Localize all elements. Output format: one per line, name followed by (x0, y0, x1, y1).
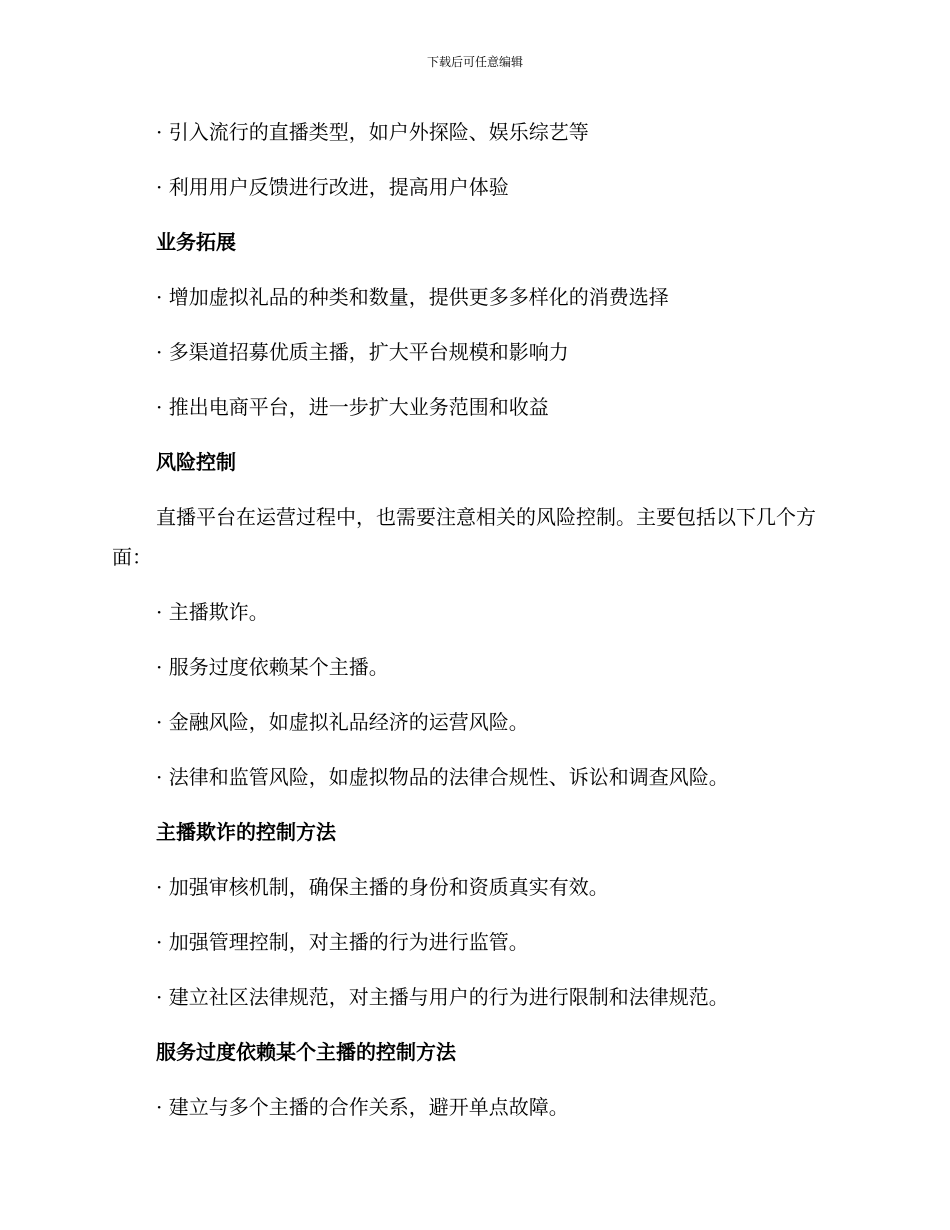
bullet-item: · 主播欺诈。 (156, 600, 269, 624)
bullet-item: · 法律和监管风险，如虚拟物品的法律合规性、诉讼和调查风险。 (156, 765, 729, 789)
bullet-item: · 服务过度依赖某个主播。 (156, 655, 389, 679)
bullet-item: · 多渠道招募优质主播，扩大平台规模和影响力 (156, 340, 569, 364)
section-heading-risk: 风险控制 (156, 450, 236, 474)
section-heading-dependence-control: 服务过度依赖某个主播的控制方法 (156, 1040, 456, 1064)
page-header-note: 下载后可任意编辑 (426, 55, 523, 69)
bullet-item: · 建立社区法律规范，对主播与用户的行为进行限制和法律规范。 (156, 985, 729, 1009)
risk-paragraph: 直播平台在运营过程中，也需要注意相关的风险控制。主要包括以下几个方面： (112, 505, 816, 569)
bullet-item: · 增加虚拟礼品的种类和数量，提供更多多样化的消费选择 (156, 285, 669, 309)
section-heading-business: 业务拓展 (156, 230, 236, 254)
section-heading-fraud-control: 主播欺诈的控制方法 (156, 820, 336, 844)
bullet-item: · 建立与多个主播的合作关系，避开单点故障。 (156, 1095, 569, 1119)
bullet-item: · 加强管理控制，对主播的行为进行监管。 (156, 930, 529, 954)
bullet-item: · 加强审核机制，确保主播的身份和资质真实有效。 (156, 875, 609, 899)
bullet-item: · 推出电商平台，进一步扩大业务范围和收益 (156, 395, 549, 419)
bullet-item: · 引入流行的直播类型，如户外探险、娱乐综艺等 (156, 120, 589, 144)
bullet-item: · 利用用户反馈进行改进，提高用户体验 (156, 175, 509, 199)
document-body (112, 105, 842, 1135)
bullet-item: · 金融风险，如虚拟礼品经济的运营风险。 (156, 710, 529, 734)
